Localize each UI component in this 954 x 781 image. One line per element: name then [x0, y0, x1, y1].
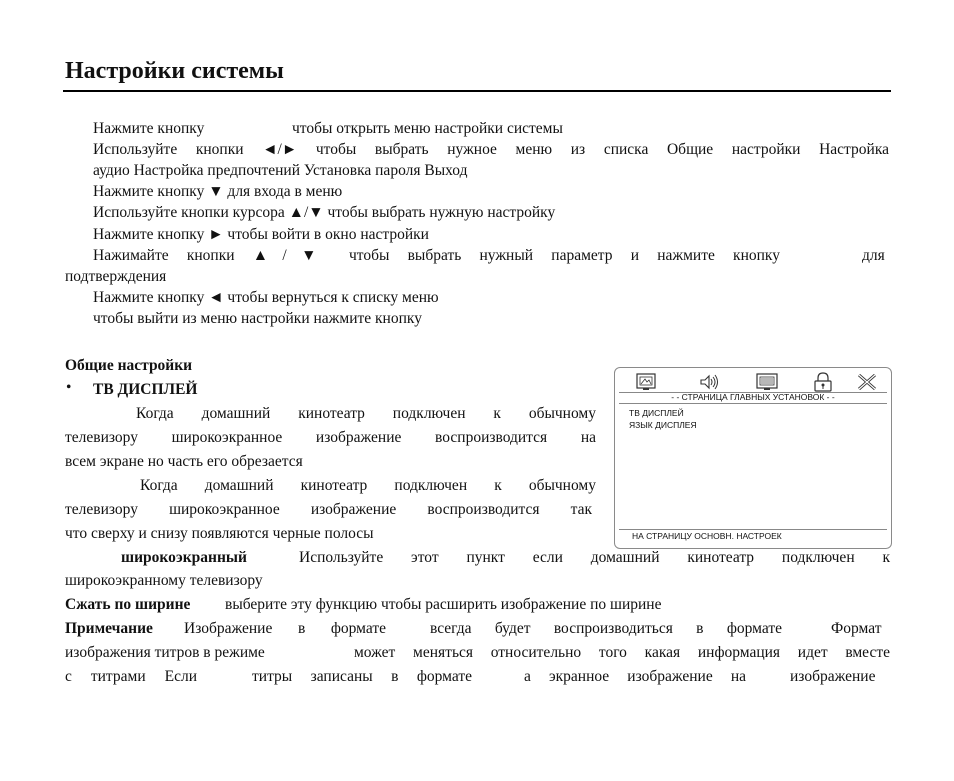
squeeze-label: Сжать по ширине — [65, 596, 191, 613]
widescreen-text-2: широкоэкранному телевизору — [65, 572, 263, 589]
menu-header: - - СТРАНИЦА ГЛАВНЫХ УСТАНОВОК - - — [671, 392, 835, 402]
menu-separator-footer — [619, 529, 887, 530]
menu-icon-row — [629, 371, 879, 393]
intro-line-7a: Нажимайте кнопки ▲/▼ чтобы выбрать нужный параметр и нажмите кнопку — [93, 247, 780, 264]
para2-line1: Когда домашний кинотеатр подключен к обычному — [140, 477, 596, 494]
para1-line3: всем экране но часть его обрезается — [65, 453, 303, 470]
intro-line-6: Нажмите кнопку ► чтобы войти в окно настройки — [93, 226, 429, 243]
para1-line1: Когда домашний кинотеатр подключен к обычному — [136, 405, 596, 422]
intro-line-2: Используйте кнопки ◄/► чтобы выбрать нужное меню из списка Общие настройки Настройка — [93, 141, 889, 158]
title-rule — [63, 90, 891, 92]
squeeze-text: выберите эту функцию чтобы расширить изображение по ширине — [225, 596, 662, 613]
setup-menu-screen — [614, 367, 892, 549]
note-line3a: с титрами Если — [65, 668, 197, 685]
page-title: Настройки системы — [65, 58, 284, 84]
intro-line-10: чтобы выйти из меню настройки нажмите кнопку — [93, 310, 422, 327]
menu-separator-header — [619, 403, 887, 404]
note-line1a: Изображение в формате — [184, 620, 386, 637]
exit-icon[interactable] — [855, 371, 879, 393]
preference-icon[interactable] — [755, 371, 779, 393]
note-line1b: всегда будет воспроизводиться в формате — [430, 620, 782, 637]
menu-footer[interactable]: НА СТРАНИЦУ ОСНОВН. НАСТРОЕК — [632, 531, 782, 541]
intro-line-7b: для — [862, 247, 885, 264]
intro-line-1b: чтобы открыть меню настройки системы — [292, 120, 563, 137]
password-lock-icon[interactable] — [811, 371, 835, 393]
audio-setup-icon[interactable] — [697, 371, 721, 393]
intro-line-8: подтверждения — [65, 268, 167, 285]
note-line3d: изображение — [790, 668, 876, 685]
item-title-tv-display: ТВ ДИСПЛЕЙ — [93, 381, 198, 398]
intro-line-4: Нажмите кнопку ▼ для входа в меню — [93, 183, 343, 200]
para2-line3: что сверху и снизу появляются черные полосы — [65, 525, 374, 542]
section-heading: Общие настройки — [65, 357, 193, 374]
widescreen-label: широкоэкранный — [121, 549, 247, 566]
intro-line-1a: Нажмите кнопку — [93, 120, 205, 137]
general-setup-icon[interactable] — [635, 371, 659, 393]
menu-item-display-language[interactable]: ЯЗЫК ДИСПЛЕЯ — [629, 420, 697, 430]
intro-line-5: Используйте кнопки курсора ▲/▼ чтобы выбрать нужную настройку — [93, 204, 556, 221]
bullet-dot: • — [66, 379, 72, 396]
widescreen-text: Используйте этот пункт если домашний кинотеатр подключен к — [299, 549, 890, 566]
intro-line-3: аудио Настройка предпочтений Установка пароля Выход — [93, 162, 468, 179]
note-line2a: изображения титров в режиме — [65, 644, 265, 661]
intro-line-9: Нажмите кнопку ◄ чтобы вернуться к списку меню — [93, 289, 439, 306]
note-line2b: может меняться относительно того какая информация идет вместе — [354, 644, 890, 661]
note-line3b: титры записаны в формате — [252, 668, 472, 685]
note-label: Примечание — [65, 620, 153, 637]
note-line1c: Формат — [831, 620, 882, 637]
para1-line2: телевизору широкоэкранное изображение воспроизводится на — [65, 429, 596, 446]
note-line3c: а экранное изображение на — [524, 668, 746, 685]
para2-line2: телевизору широкоэкранное изображение воспроизводится так — [65, 501, 592, 518]
menu-item-tv-display[interactable]: ТВ ДИСПЛЕЙ — [629, 408, 684, 418]
